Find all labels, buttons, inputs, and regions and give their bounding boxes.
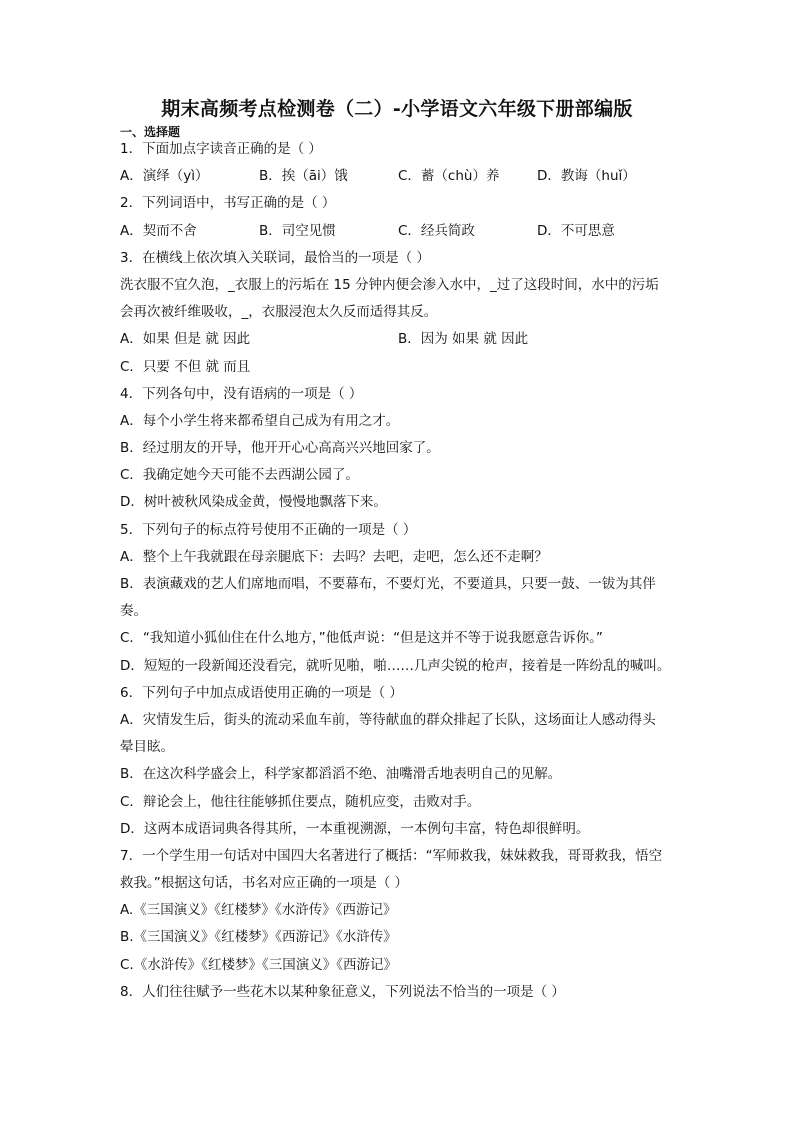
q2-option-b: B．司空见惯 [259, 222, 336, 239]
q6-option-a-line-2: 晕目眩。 [120, 739, 174, 756]
q2-options [120, 218, 680, 245]
q4-option-c: C．我确定她今天可能不去西湖公园了。 [120, 467, 359, 484]
q2-option-a: A．契而不舍 [120, 222, 197, 239]
q2-option-c: C．经兵简政 [398, 222, 475, 239]
q2-option-d: D．不可思意 [537, 222, 615, 239]
q1-stem: 1．下面加点字读音正确的是（ ） [120, 141, 322, 157]
q6-option-a-line-1: A．灾情发生后，街头的流动采血车前，等待献血的群众排起了长队，这场面让人感动得头 [120, 711, 656, 728]
section-heading: 一、选择题 [120, 125, 181, 139]
page-title: 期末高频考点检测卷（二）-小学语文六年级下册部编版 [161, 98, 633, 120]
q3-option-a: A．如果 但是 就 因此 [120, 331, 251, 348]
q6-option-b: B．在这次科学盛会上，科学家都滔滔不绝、油嘴滑舌地表明自己的见解。 [120, 766, 562, 783]
q6-stem: 6．下列句子中加点成语使用正确的一项是（ ） [120, 684, 403, 701]
q1-option-b: B．挨（āi）饿 [259, 168, 348, 185]
q6-option-d: D．这两本成语词典各得其所，一本重视溯源，一本例句丰富，特色却很鲜明。 [120, 820, 590, 837]
q3-stem: 3．在横线上依次填入关联词，最恰当的一项是（ ） [120, 249, 430, 266]
q3-passage-line-1: 洗衣服不宜久泡，_衣服上的污垢在 15 分钟内便会渗入水中，_过了这段时间，水中的污垢 [120, 276, 659, 293]
q8-stem: 8．人们往往赋予一些花木以某种象征意义，下列说法不恰当的一项是（ ） [120, 983, 565, 1000]
q3-options-ab [120, 326, 680, 353]
q5-option-b-line-1: B．表演藏戏的艺人们席地而唱，不要幕布，不要灯光，不要道具，只要一鼓、一钹为其伴 [120, 576, 656, 592]
q7-option-a: A.《三国演义》《红楼梦》《水浒传》《西游记》 [120, 902, 397, 919]
q7-stem-line-2: 救我。”根据这句话，书名对应正确的一项是（ ） [120, 875, 409, 892]
q6-option-c: C．辩论会上，他往往能够抓住要点，随机应变，击败对手。 [120, 793, 481, 810]
q4-stem: 4．下列各句中，没有语病的一项是（ ） [120, 385, 363, 402]
q4-option-a: A．每个小学生将来都希望自己成为有用之才。 [120, 412, 400, 429]
q3-passage-line-2: 会再次被纤维吸收，_，衣服浸泡太久反而适得其反。 [120, 304, 438, 321]
question-list [120, 136, 680, 1006]
q1-options [120, 163, 680, 190]
q5-stem: 5．下列句子的标点符号使用不正确的一项是（ ） [120, 521, 417, 538]
q5-option-d: D．短短的一段新闻还没看完，就听见啪，啪……几声尖锐的枪声，接着是一阵纷乱的喊叫。 [120, 657, 671, 674]
q7-option-b: B.《三国演义》《红楼梦》《西游记》《水浒传》 [120, 929, 397, 946]
q4-option-b: B．经过朋友的开导，他开开心心高高兴兴地回家了。 [120, 440, 440, 457]
q7-stem-line-1: 7．一个学生用一句话对中国四大名著进行了概括：“军师救我，妹妹救我，哥哥救我，悟空 [120, 847, 663, 864]
q1-option-d: D．教诲（huǐ） [537, 168, 636, 185]
q5-option-a: A．整个上午我就跟在母亲腿底下：去吗？去吧，走吧，怎么还不走啊？ [120, 548, 548, 565]
q1-option-a: A．演绎（yì） [120, 168, 209, 185]
q4-option-d: D．树叶被秋风染成金黄，慢慢地飘落下来。 [120, 494, 387, 511]
q5-option-b-line-2: 奏。 [120, 603, 147, 620]
q3-option-b: B．因为 如果 就 因此 [398, 331, 529, 348]
q1-option-c: C．蓄（chù）养 [398, 168, 500, 185]
q5-option-c: C．“我知道小狐仙住在什么地方，”他低声说：“但是这并不等于说我愿意告诉你。” [120, 630, 603, 647]
q3-option-c: C．只要 不但 就 而且 [120, 358, 251, 375]
q7-option-c: C.《水浒传》《红楼梦》《三国演义》《西游记》 [120, 956, 397, 973]
q2-stem: 2．下列词语中，书写正确的是（ ） [120, 195, 336, 212]
